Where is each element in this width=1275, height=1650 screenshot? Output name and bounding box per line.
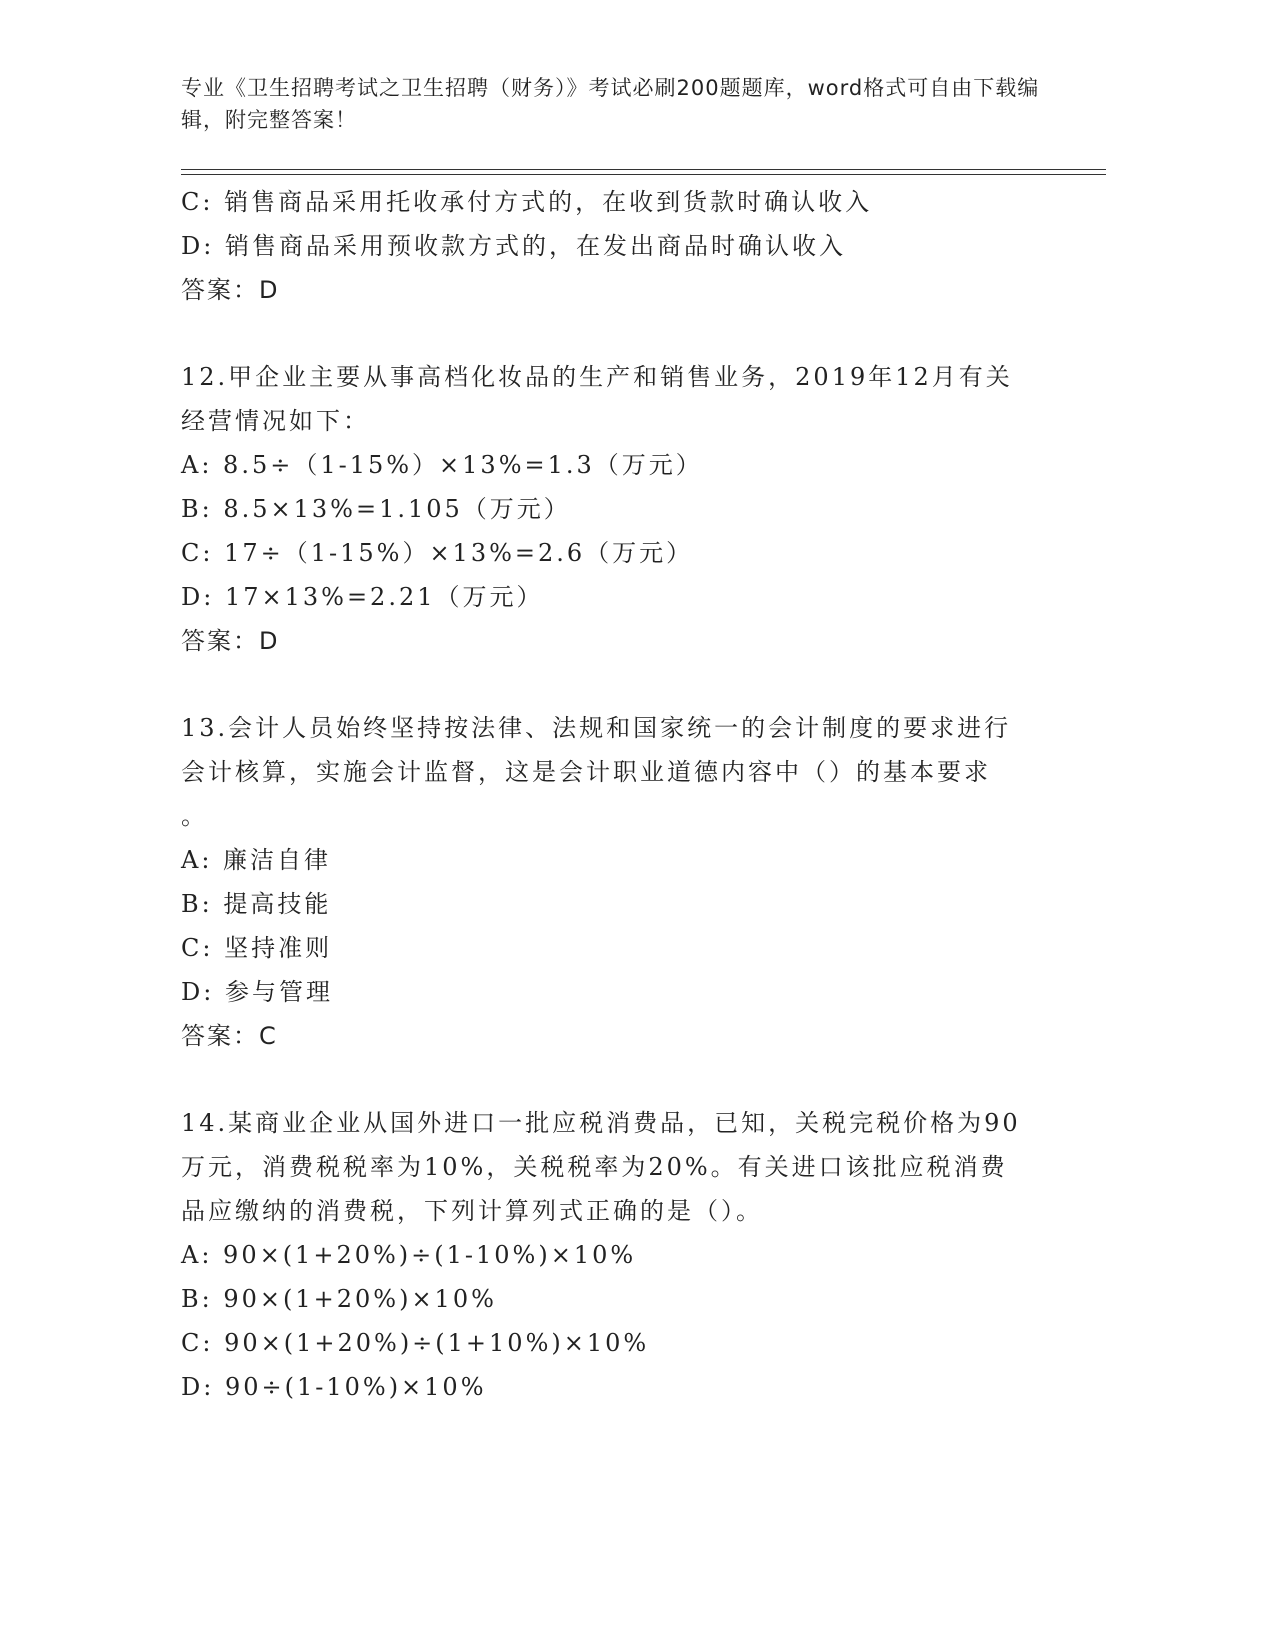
option-d: D: 销售商品采用预收款方式的，在发出商品时确认收入 [181, 232, 846, 260]
answer-line: 答案：C [181, 1022, 278, 1050]
option-d: D: 90÷(1-10%)×10% [181, 1373, 487, 1401]
option-c: C: 17÷（1-15%）×13%=2.6（万元） [181, 539, 694, 567]
answer-line: 答案：D [181, 627, 280, 655]
option-b: B: 提高技能 [181, 890, 332, 918]
question-stem-line: 13.会计人员始终坚持按法律、法规和国家统一的会计制度的要求进行 [181, 714, 1012, 742]
question-12 [181, 355, 1061, 663]
document-header [181, 72, 1051, 136]
question-list [181, 180, 1061, 1409]
header-divider-top [181, 169, 1106, 170]
question-11-tail [181, 180, 1061, 312]
answer-line: 答案：D [181, 276, 280, 304]
option-a: A: 8.5÷（1-15%）×13%=1.3（万元） [181, 451, 703, 479]
question-14 [181, 1101, 1061, 1409]
option-c: C: 销售商品采用托收承付方式的，在收到货款时确认收入 [181, 188, 873, 216]
question-stem-line: 经营情况如下： [181, 407, 370, 435]
question-stem-line: 品应缴纳的消费税，下列计算列式正确的是（）。 [181, 1197, 763, 1225]
question-13 [181, 706, 1061, 1058]
question-stem-line: 14.某商业企业从国外进口一批应税消费品，已知，关税完税价格为90 [181, 1109, 1021, 1137]
header-divider-bottom [181, 174, 1106, 175]
option-c: C: 90×(1+20%)÷(1+10%)×10% [181, 1329, 650, 1357]
question-stem-line: 12.甲企业主要从事高档化妆品的生产和销售业务，2019年12月有关 [181, 363, 1013, 391]
option-a: A: 廉洁自律 [181, 846, 332, 874]
option-b: B: 8.5×13%=1.105（万元） [181, 495, 571, 523]
question-stem-line: 。 [181, 802, 208, 830]
option-d: D: 参与管理 [181, 978, 333, 1006]
option-a: A: 90×(1+20%)÷(1-10%)×10% [181, 1241, 637, 1269]
question-stem-line: 会计核算，实施会计监督，这是会计职业道德内容中（）的基本要求 [181, 758, 991, 786]
option-c: C: 坚持准则 [181, 934, 333, 962]
option-d: D: 17×13%=2.21（万元） [181, 583, 544, 611]
option-b: B: 90×(1+20%)×10% [181, 1285, 497, 1313]
question-stem-line: 万元，消费税税率为10%，关税税率为20%。有关进口该批应税消费 [181, 1153, 1008, 1181]
document-title: 专业《卫生招聘考试之卫生招聘（财务）》考试必刷200题题库，word格式可自由下载编辑，附完整答案！ [181, 76, 1040, 132]
